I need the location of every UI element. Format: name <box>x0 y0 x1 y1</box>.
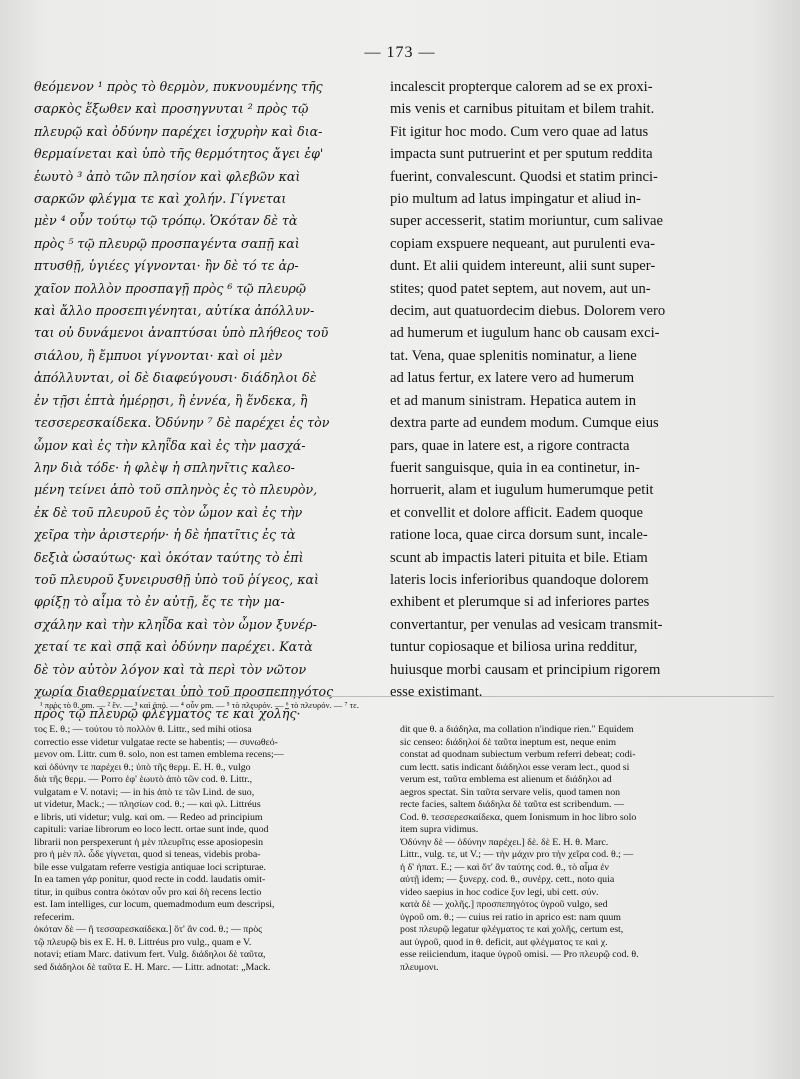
latin-text-line: lateris locis inferioribus quandoque dolorem <box>390 571 649 588</box>
latin-text-line: mis venis et carnibus pituitam et bilem trahit. <box>390 101 655 118</box>
latin-text-line: convertantur, per venulas ad vesicam transmit- <box>390 616 663 633</box>
greek-text-line: δεξιὰ ὡσαύτως· καὶ ὁκόταν ταύτης τὸ ἐπὶ <box>34 549 304 565</box>
apparatus-line: video saepius in hoc codice ξυν legi, ubi cett. σύν. <box>400 886 599 898</box>
greek-text-line: ἀπόλλυνται, οἱ δὲ διαφεύγουσι· διάδηλοι δὲ <box>34 370 317 386</box>
footnote-line: ¹ πρὸς τὸ θ. om. — ² ἓν. — ³ καὶ ἀπό. — ⁴ οὖν om. — ⁵ τὸ πλευρόν. — ⁶ τὸ πλευρόν. — ⁷ τε. <box>40 700 359 710</box>
latin-text-line: exhibent et plerumque si ad inferiores partes <box>390 594 650 611</box>
greek-text-line: ται οὐ δυνάμενοι ἀναπτύσαι ὑπὸ πλήθεος τοῦ <box>34 325 329 341</box>
greek-text-line: σχάλην καὶ τὴν κληῗδα καὶ τὸν ὦμον ξυνέρ- <box>34 616 317 632</box>
latin-text-line: et convellit et dolore afficit. Eadem quoque <box>390 504 644 521</box>
latin-text-line: huiusque morbi causam et principium rigorem <box>390 661 661 678</box>
apparatus-line: vulgatam e V. notavi; — in his ἀπὸ τε τῶν Lind. de suo, <box>34 786 255 798</box>
apparatus-line: post πλευρῷ legatur φλέγματος τε καὶ χολῆς, certum est, <box>400 924 624 935</box>
latin-text-line: pio multum ad latus impingatur et aliud in- <box>390 191 641 208</box>
latin-text-line: ad humerum et iugulum hanc ob causam exci- <box>390 325 660 342</box>
greek-text-line: σαρκῶν φλέγμα τε καὶ χολήν. Γίγνεται <box>34 191 287 207</box>
apparatus-line: διὰ τῆς θερμ. — Porro ἐφ' ἑωυτὸ ἀπὸ τῶν cod. θ. Littr., <box>34 774 253 785</box>
apparatus-line: capituli: variae librorum eo loco lectt. ortae sunt inde, quod <box>34 824 269 835</box>
latin-text-line: Fit igitur hoc modo. Cum vero quae ad latus <box>390 123 649 140</box>
apparatus-line: verum est, ταῦτα emblema est alienum et διάδηλοι ad <box>400 774 612 785</box>
greek-text-line: θεόμενον ¹ πρὸς τὸ θερμὸν, πυκνουμένης τῆς <box>34 79 323 94</box>
apparatus-line: item supra vidimus. <box>400 824 479 835</box>
greek-text-line: ἑωυτὸ ³ ἀπὸ τῶν πλησίον καὶ φλεβῶν καὶ <box>34 168 301 184</box>
apparatus-line: bile esse vulgatam referre vestigia antiquae loci scripturae. <box>34 861 266 873</box>
apparatus-line: aegros spectat. Sin ταῦτα servare velis, quod tamen non <box>400 786 621 798</box>
apparatus-line: ut videtur, Mack.; — πλησίων cod. θ.; — καὶ φλ. Littréus <box>34 799 261 810</box>
greek-text-line: λην διὰ τόδε· ἡ φλὲψ ἡ σπληνῖτις καλεο- <box>34 459 295 475</box>
apparatus-line: correctio esse videtur vulgatae recte se habentis; — συνωθεό- <box>34 736 278 748</box>
greek-text-line: χωρία διαθερμαίνεται ὑπὸ τοῦ προσπεπηγότος <box>34 683 334 699</box>
apparatus-line: ὁκόταν δὲ — ἢ τεσσαρεσκαίδεκα.] ὅτ' ἂν cod. θ.; — πρὸς <box>34 924 263 935</box>
apparatus-line: librarii non perspexerunt ἡ μὲν πλευρῖτις esse aposiopesin <box>34 836 264 848</box>
apparatus-line: καὶ ὀδύνην τε παρέχει θ.; ὑπὸ τῆς θερμ. E. H. θ., vulgo <box>34 761 251 773</box>
latin-text-line: dunt. Et alii quidem intereunt, alii sunt super- <box>390 258 656 275</box>
greek-text-line: πτυσθῇ, ὑγιέες γίγνονται· ἢν δὲ τό τε ἀρ- <box>34 258 299 274</box>
latin-text-line: impacta sunt putruerint et per sputum reddita <box>390 146 653 163</box>
latin-text-line: esse existimant. <box>390 683 483 700</box>
latin-text-line: stites; quod patet septem, aut novem, aut un- <box>390 280 651 297</box>
apparatus-line: ὑγροῦ om. θ.; — cuius rei ratio in aprico est: nam quum <box>400 911 621 923</box>
latin-text-line: et ad manum sinistram. Hepatica autem in <box>390 392 636 409</box>
greek-text-line: θερμαίνεται καὶ ὑπὸ τῆς θερμότητος ἄγει ἐφ' <box>34 146 324 162</box>
latin-text-line: scunt ab impactis lateri pituita et bile. Etiam <box>390 549 648 566</box>
greek-text-line: χαῖον πολλὸν προσπαγῇ πρὸς ⁶ τῷ πλευρῷ <box>34 280 307 296</box>
apparatus-line: cum lectt. satis indicant διάδηλοι esse veram lect., quod si <box>400 761 630 773</box>
apparatus-line: recte facies, saltem διάδηλα δὲ ταῦτα est scribendum. — <box>400 799 624 810</box>
apparatus-line: e libris, uti videtur; vulg. καὶ om. — Redeo ad principium <box>34 811 263 823</box>
greek-text-line: πρὸς τῷ πλευρῷ φλέγματός τε καὶ χολῆς· <box>34 706 301 722</box>
latin-text-line: ratione loca, quae circa dorsum sunt, incale- <box>390 527 648 544</box>
greek-text-line: σαρκὸς ἕξωθεν καὶ προσηγνυται ² πρὸς τῷ <box>34 101 309 117</box>
apparatus-line: esse reiiciendum, itaque ὑγροῦ omisi. — Pro πλευρῷ cod. θ. <box>400 949 639 960</box>
apparatus-line: refecerim. <box>34 911 75 923</box>
greek-text-line: δὲ τὸν αὐτὸν λόγον καὶ τὰ περὶ τὸν νῶτον <box>34 661 307 677</box>
latin-text-line: ad latus fertur, ex latere vero ad humerum <box>390 370 635 387</box>
latin-text-line: dextra parte ad eundem modum. Cumque eius <box>390 415 659 432</box>
greek-text-line: χεῖρα τὴν ἀριστερήν· ἡ δὲ ἡπατῖτις ἐς τὰ <box>34 527 296 543</box>
apparatus-line: sic censeo: διάδηλοί δὲ ταῦτα ineptum est, neque enim <box>400 736 617 748</box>
greek-text-line: ἐκ δὲ τοῦ πλευροῦ ἐς τὸν ὦμον καὶ ἐς τὴν <box>34 504 303 520</box>
apparatus-left-column <box>34 724 388 974</box>
apparatus-line: αὐτῇ idem; — ξυνερχ. cod. θ., συνέρχ. cett., noto quia <box>400 874 615 885</box>
apparatus-line: constat ad quodnam subiectum verbum referri debeat; codi- <box>400 749 636 760</box>
latin-text-column <box>390 76 770 703</box>
greek-text-line: πλευρῷ καὶ ὀδύνην παρέχει ἰσχυρὴν καὶ δια- <box>34 123 323 139</box>
apparatus-line: μενον om. Littr. cum θ. solo, non est tamen emblema recens;— <box>34 749 284 760</box>
apparatus-line: dit que θ. a διάδηλα, ma collation n'indique rien." Equidem <box>400 724 634 735</box>
greek-text-line: πρὸς ⁵ τῷ πλευρῷ προσπαγέντα σαπῇ καὶ <box>34 235 300 251</box>
greek-text-line: καὶ ἄλλο προσεπιγένηται, αὐτίκα ἀπόλλυν- <box>34 303 315 319</box>
apparatus-line: ἡ δ' ἡπατ. E.; — καὶ ὅτ' ἂν ταύτης cod. θ., τὸ αἷμα ἐν <box>400 861 609 873</box>
latin-text-line: tuntur copiosaque et biliosa urina redditur, <box>390 639 638 656</box>
apparatus-line: κατὰ δὲ — χολῆς.] προσπεπηγότος ὑγροῦ vulgo, sed <box>400 899 608 910</box>
apparatus-line: est. Iam intelliges, cur locum, quemadmodum eum descripsi, <box>34 899 275 910</box>
apparatus-line: Cod. θ. τεσσερεσκαίδεκα, quem Ionismum in hoc libro solo <box>400 811 637 823</box>
latin-text-line: fuerit sanguisque, quia in ea continetur, in- <box>390 459 640 476</box>
latin-text-line: decim, aut quatuordecim diebus. Dolorem vero <box>390 303 666 320</box>
apparatus-line: Ὀδύνην δὲ — ὀδύνην παρέχει.] δὲ. δὲ E. H. θ. Marc. <box>400 836 609 848</box>
apparatus-line: titur, in quibus contra ὁκόταν οὖν pro καὶ δὴ recens lectio <box>34 886 262 898</box>
apparatus-right-column <box>400 724 772 974</box>
latin-text-line: super accesserit, statim moriuntur, cum salivae <box>390 213 663 230</box>
apparatus-line: aut ὑγροῦ, quod in θ. deficit, aut φλέγματος τε καὶ χ. <box>400 936 608 948</box>
greek-text-line: μένη τείνει ἀπὸ τοῦ σπληνὸς ἐς τὸ πλευρὸν, <box>34 482 318 498</box>
apparatus-line: In ea tamen γάρ ponitur, quod recte in codd. laudatis omit- <box>34 874 266 885</box>
latin-text-line: fuerint, convalescunt. Quodsi et statim princi- <box>390 168 658 185</box>
apparatus-line: pro ἡ μὲν πλ. ὧδε γίγνεται, quod si teneas, videbis proba- <box>34 849 261 860</box>
greek-text-line: σιάλου, ἢ ἔμπυοι γίγνονται· καὶ οἱ μὲν <box>34 347 283 363</box>
latin-text-line: copiam exspuere nequeant, aut purulenti eva- <box>390 235 656 252</box>
apparatus-line: πλευμονι. <box>400 961 439 973</box>
footnote-divider <box>34 696 774 697</box>
apparatus-line: τῷ πλευρῷ bis ex E. H. θ. Littréus pro vulg., quam e V. <box>34 936 252 948</box>
greek-text-line: μὲν ⁴ οὖν τούτῳ τῷ τρόπῳ. Ὁκόταν δὲ τὰ <box>34 213 298 229</box>
greek-text-line: ὦμον καὶ ἐς τὴν κληῗδα καὶ ἐς τὴν μασχά- <box>34 437 306 453</box>
greek-text-column <box>34 76 374 726</box>
greek-text-line: τεσσερεσκαίδεκα. Ὀδύνην ⁷ δὲ παρέχει ἐς τὸν <box>34 415 330 431</box>
apparatus-line: notavi; etiam Marc. dativum fert. Vulg. διάδηλοι δὲ ταῦτα, <box>34 949 266 960</box>
latin-text-line: horruerit, alam et iugulum humerumque petit <box>390 482 654 499</box>
greek-text-line: χεταί τε καὶ σπᾷ καὶ ὀδύνην παρέχει. Κατὰ <box>34 639 313 655</box>
latin-text-line: incalescit propterque calorem ad se ex proxi- <box>390 79 653 95</box>
greek-text-line: τοῦ πλευροῦ ξυνειρυσθῇ ὑπὸ τοῦ ῥίγεος, καὶ <box>34 571 319 587</box>
greek-text-line: φρίξῃ τὸ αἷμα τὸ ἐν αὐτῇ, ἔς τε τὴν μα- <box>34 594 285 610</box>
apparatus-line: sed διάδηλοι δὲ ταῦτα E. H. Marc. — Littr. adnotat: „Mack. <box>34 961 271 973</box>
greek-text-line: ἐν τῇσι ἑπτὰ ἡμέρῃσι, ἢ ἐννέα, ἢ ἕνδεκα, ἢ <box>34 392 308 408</box>
apparatus-line: Littr., vulg. τε, ut V.; — τὴν μάχιν pro τὴν χεῖρα cod. θ.; — <box>400 849 634 860</box>
latin-text-line: pars, quae in latere est, a rigore contracta <box>390 437 630 454</box>
latin-text-line: tat. Vena, quae splenitis nominatur, a liene <box>390 347 637 364</box>
page-number: — 173 — <box>364 44 436 61</box>
apparatus-line: τος E. θ.; — τούτου τὸ πολλὸν θ. Littr., sed mihi otiosa <box>34 724 252 735</box>
